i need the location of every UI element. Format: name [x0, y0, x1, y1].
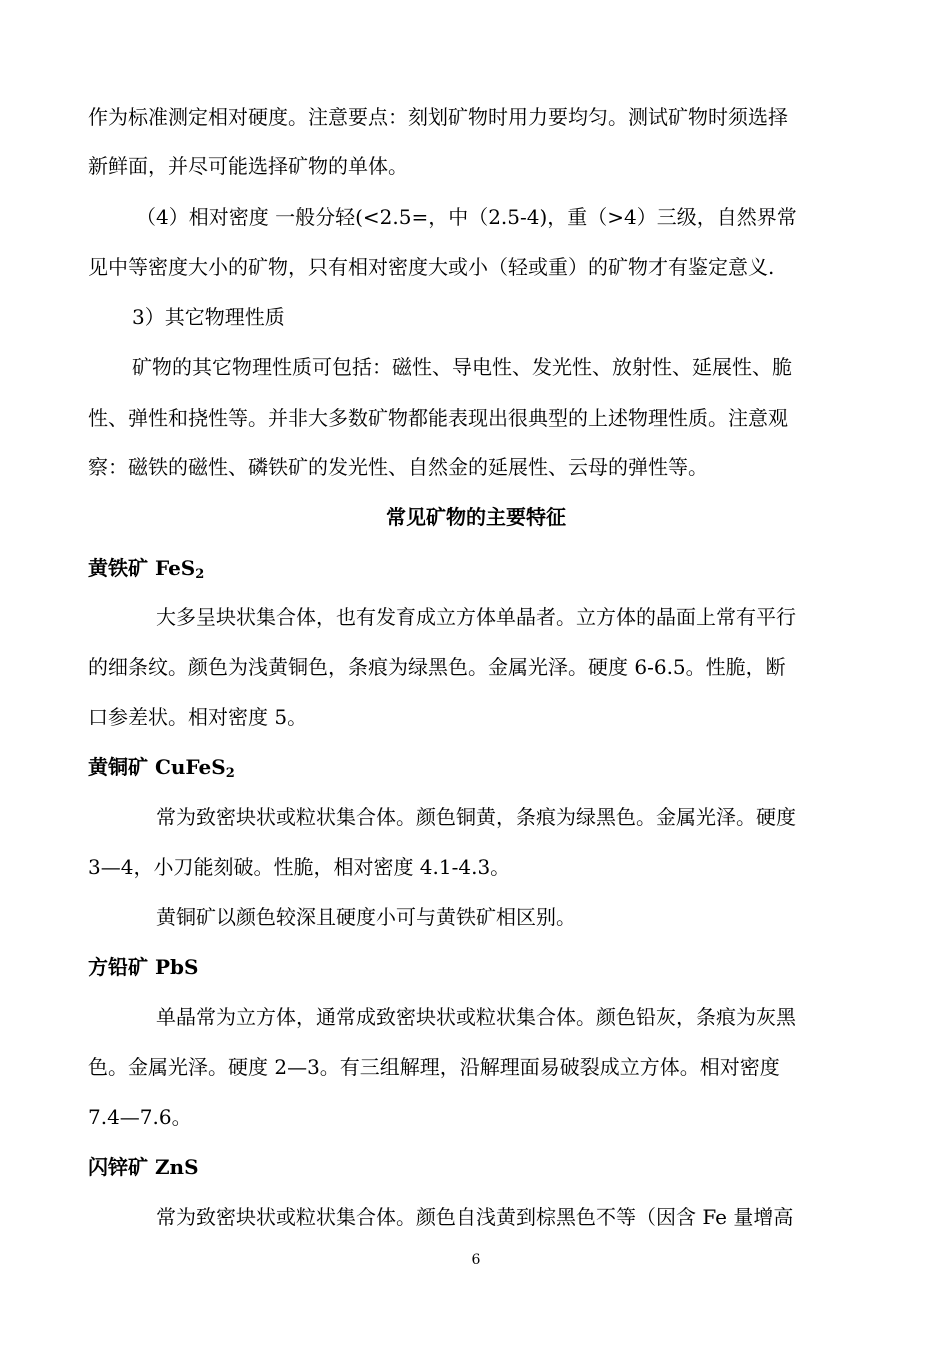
paragraph-line: 口参差状。相对密度 5。 [88, 705, 308, 729]
section-title: 常见矿物的主要特征 [386, 505, 566, 529]
mineral-name: 黄铜矿 CuFeS [88, 755, 226, 779]
paragraph-line: 作为标准测定相对硬度。注意要点：刻划矿物时用力要均匀。测试矿物时须选择 [88, 105, 788, 129]
mineral-heading-chalcopyrite [88, 754, 235, 780]
mineral-heading-sphalerite: 闪锌矿 ZnS [88, 1155, 199, 1179]
paragraph-line: 的细条纹。颜色为浅黄铜色，条痕为绿黑色。金属光泽。硬度 6-6.5。性脆，断 [88, 655, 786, 679]
paragraph-line: 见中等密度大小的矿物，只有相对密度大或小（轻或重）的矿物才有鉴定意义. [88, 255, 775, 279]
subscript: 2 [225, 766, 235, 781]
paragraph-line: 大多呈块状集合体，也有发育成立方体单晶者。立方体的晶面上常有平行 [156, 605, 796, 629]
mineral-name: 黄铁矿 FeS [88, 556, 196, 580]
subscript: 2 [195, 567, 205, 582]
paragraph-line: 察：磁铁的磁性、磷铁矿的发光性、自然金的延展性、云母的弹性等。 [88, 455, 708, 479]
subsection-heading: 3）其它物理性质 [132, 305, 285, 329]
paragraph-line: 3—4，小刀能刻破。性脆，相对密度 4.1-4.3。 [88, 855, 511, 879]
paragraph-line: 色。金属光泽。硬度 2—3。有三组解理，沿解理面易破裂成立方体。相对密度 [88, 1055, 780, 1079]
paragraph-line: 常为致密块状或粒状集合体。颜色自浅黄到棕黑色不等（因含 Fe 量增高 [156, 1205, 794, 1229]
paragraph-line: 黄铜矿以颜色较深且硬度小可与黄铁矿相区别。 [156, 905, 576, 929]
page-number: 6 [471, 1252, 481, 1268]
paragraph-line: 矿物的其它物理性质可包括：磁性、导电性、发光性、放射性、延展性、脆 [132, 355, 792, 379]
paragraph-line: 单晶常为立方体，通常成致密块状或粒状集合体。颜色铅灰，条痕为灰黑 [156, 1005, 796, 1029]
paragraph-line: （4）相对密度 一般分轻(<2.5=，中（2.5-4)，重（>4）三级，自然界常 [136, 205, 797, 229]
paragraph-line: 新鲜面，并尽可能选择矿物的单体。 [88, 154, 408, 178]
mineral-heading-galena: 方铅矿 PbS [88, 955, 199, 979]
paragraph-line: 常为致密块状或粒状集合体。颜色铜黄，条痕为绿黑色。金属光泽。硬度 [156, 805, 796, 829]
paragraph-line: 性、弹性和挠性等。并非大多数矿物都能表现出很典型的上述物理性质。注意观 [88, 406, 788, 430]
mineral-heading-pyrite [88, 555, 204, 581]
paragraph-line: 7.4—7.6。 [88, 1105, 192, 1129]
